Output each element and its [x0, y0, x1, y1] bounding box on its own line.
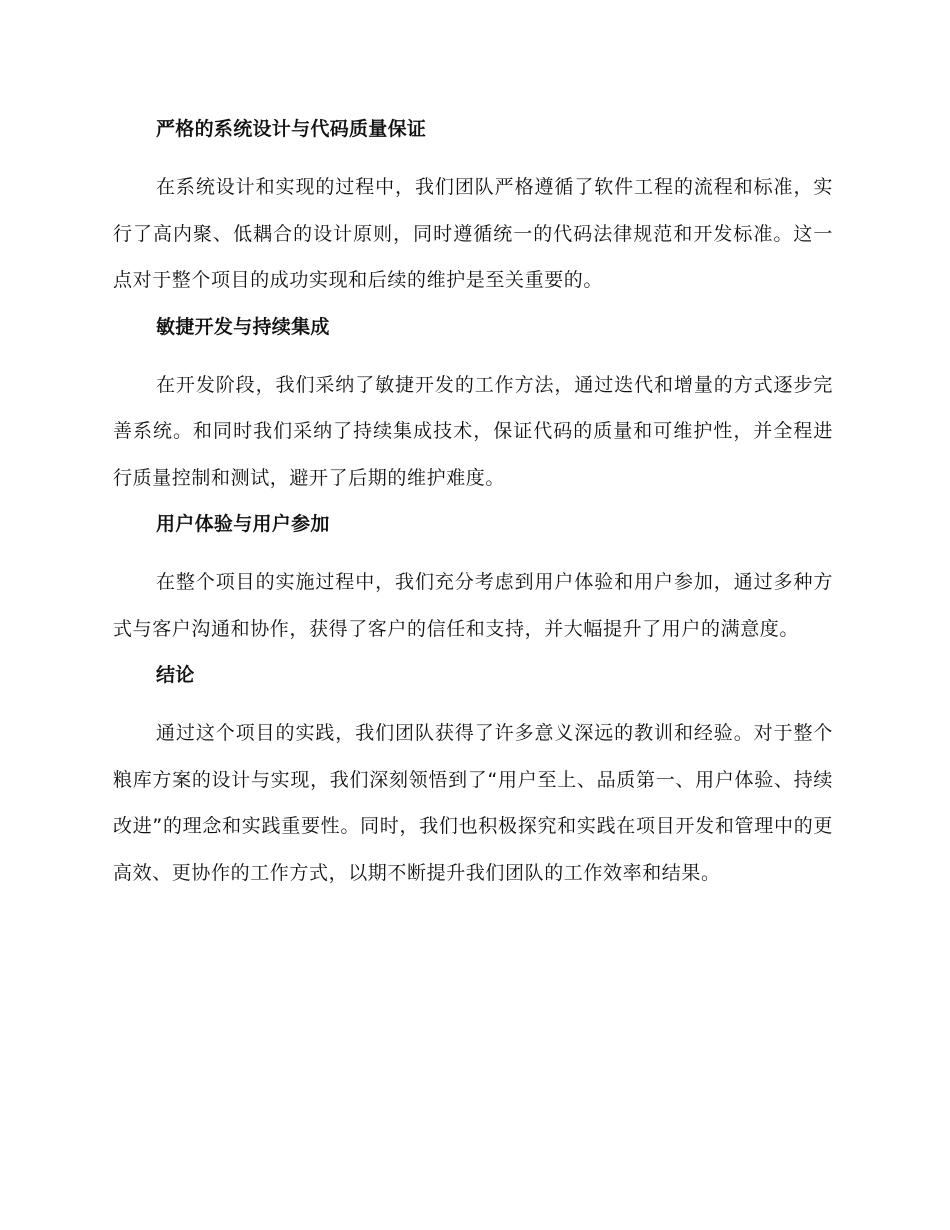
section-paragraph: 在开发阶段，我们采纳了敏捷开发的工作方法，通过迭代和增量的方式逐步完善系统。和同时我们采纳了持续集成技术，保证代码的质量和可维护性，并全程进行质量控制和测试，避开了后期的维护难度。	[113, 373, 833, 489]
section-conclusion	[113, 658, 833, 896]
section-paragraph: 在整个项目的实施过程中，我们充分考虑到用户体验和用户参加，通过多种方式与客户沟通和协作，获得了客户的信任和支持，并大幅提升了用户的满意度。	[113, 571, 833, 640]
section-user-experience	[113, 507, 833, 652]
section-agile-ci	[113, 310, 833, 502]
section-design-quality	[113, 112, 833, 304]
section-heading: 用户体验与用户参加	[156, 513, 330, 535]
document-body	[113, 112, 833, 902]
section-heading: 严格的系统设计与代码质量保证	[156, 118, 427, 140]
section-heading: 敏捷开发与持续集成	[156, 315, 330, 338]
section-paragraph: 通过这个项目的实践，我们团队获得了许多意义深远的教训和经验。对于整个粮库方案的设计与实现，我们深刻领悟到了“用户至上、品质第一、用户体验、持续改进”的理念和实践重要性。同时，我们也积极探究和实践在项目开发和管理中的更高效、更协作的工作方式，以期不断提升我们团队的工作效率和结果。	[113, 722, 833, 884]
section-heading: 结论	[156, 664, 195, 686]
section-paragraph: 在系统设计和实现的过程中，我们团队严格遵循了软件工程的流程和标准，实行了高内聚、低耦合的设计原则，同时遵循统一的代码法律规范和开发标准。这一点对于整个项目的成功实现和后续的维护是至关重要的。	[113, 176, 833, 291]
